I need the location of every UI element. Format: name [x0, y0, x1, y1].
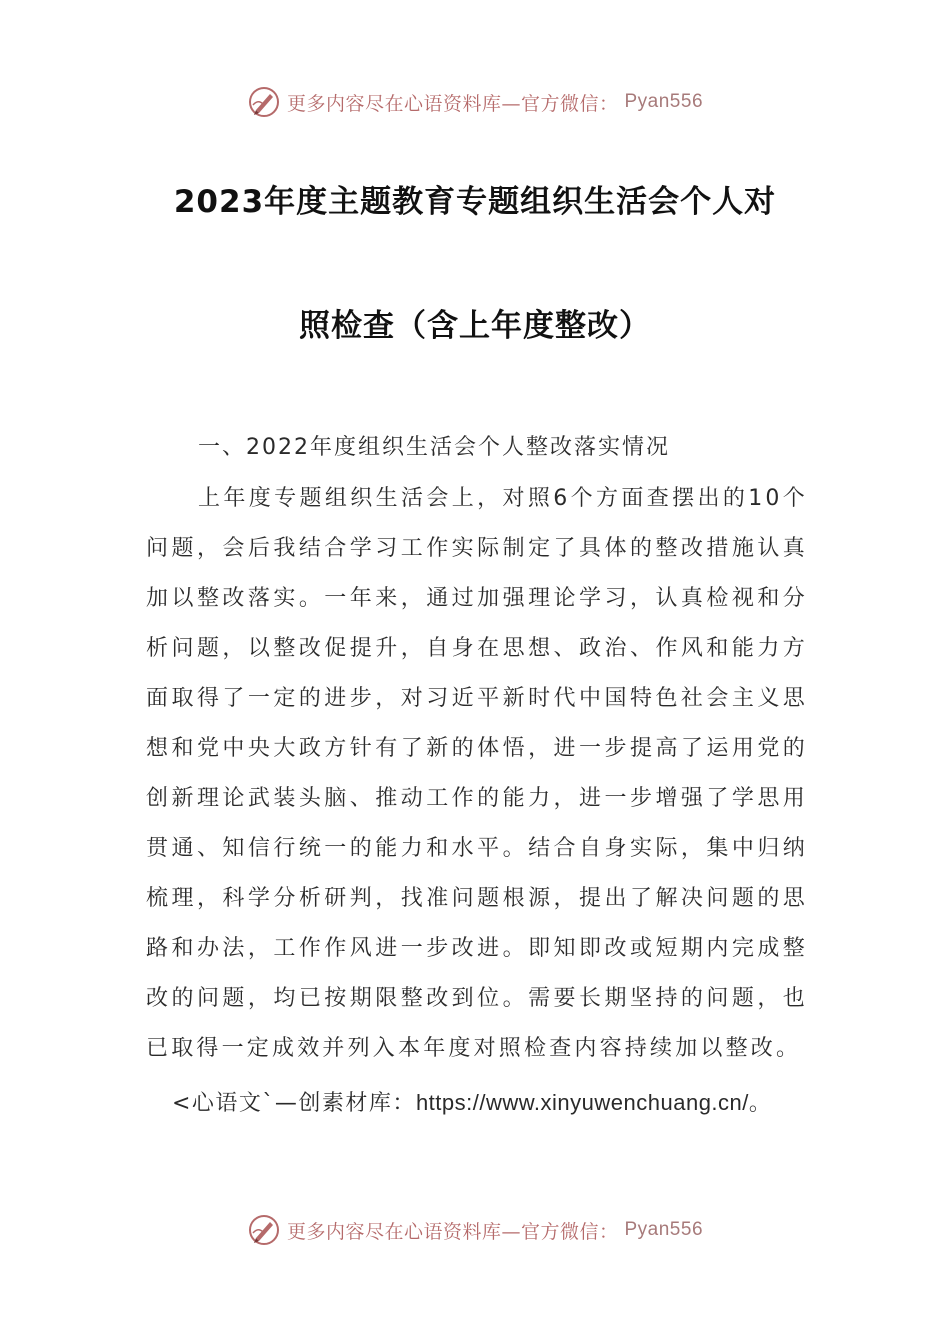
pen-logo-icon: [247, 1213, 281, 1247]
pen-logo-icon: [247, 85, 281, 119]
document-title-line2: 照检查（含上年度整改）: [299, 308, 651, 344]
document-title-line1: 2023年度主题教育专题组织生活会个人对: [173, 184, 777, 220]
section-paragraph: 上年度专题组织生活会上，对照6个方面查摆出的10个问题，会后我结合学习工作实际制定了具体的整改措施认真加以整改落实。一年来，通过加强理论学习，认真检视和分析问题，以整改促提升，自身在思想、政治、作风和能力方面取得了一定的进步，对习近平新时代中国特色社会主义思想和党中央大政方针有了新的体悟，进一步提高了运用党的创新理论武装头脑、推动工作的能力，进一步增强了学思用贯通、知信行统一的能力和水平。结合自身实际，集中归纳梳理，科学分析研判，找准问题根源，提出了解决问题的思路和办法，工作作风进一步改进。即知即改或短期内完成整改的问题，均已按期限整改到位。需要长期坚持的问题，也已取得一定成效并列入本年度对照检查内容持续加以整改。: [146, 486, 808, 1061]
section-heading: 一、2022年度组织生活会个人整改落实情况: [198, 435, 670, 460]
source-prefix: <心语文`—创素材库：: [172, 1091, 416, 1116]
source-url-link[interactable]: https://www.xinyuwenchuang.cn/: [415, 1090, 749, 1115]
footer-banner: [0, 1210, 950, 1250]
banner-wechat-id: Pyan556: [624, 91, 704, 112]
banner-text: 更多内容尽在心语资料库—官方微信：: [286, 1220, 619, 1243]
banner-wechat-id: Pyan556: [624, 1219, 704, 1240]
header-banner: [0, 82, 950, 122]
document-body: [146, 428, 808, 1129]
source-suffix: 。: [748, 1091, 773, 1116]
banner-text: 更多内容尽在心语资料库—官方微信：: [286, 92, 619, 115]
source-line: [146, 1078, 808, 1129]
